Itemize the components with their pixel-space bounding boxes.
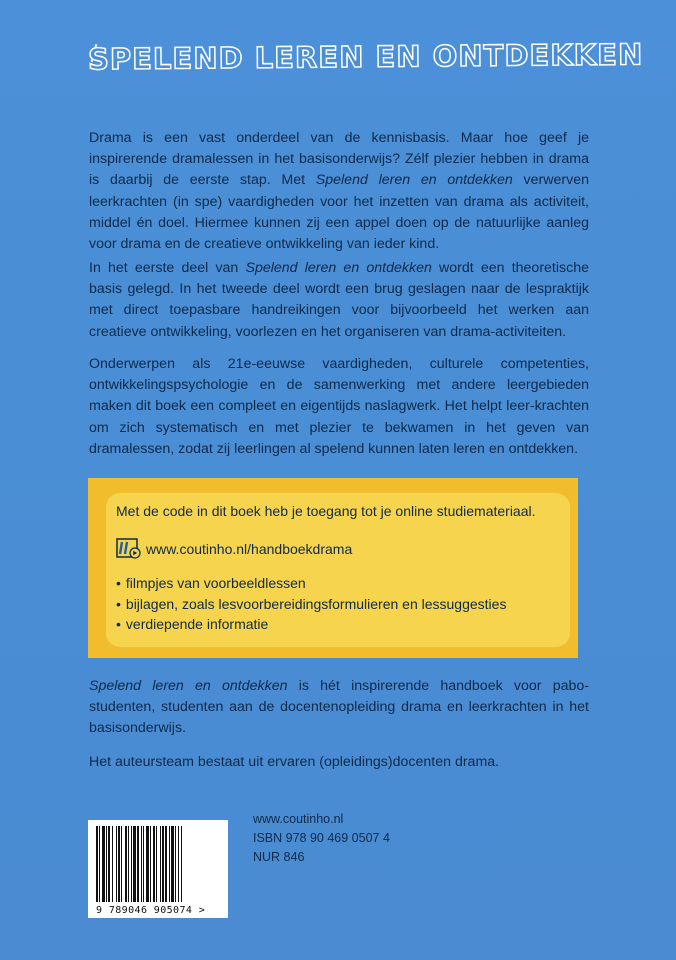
- barcode-bar: [165, 826, 167, 902]
- barcode-bar: [141, 826, 142, 902]
- barcode-bar: [160, 826, 161, 902]
- barcode-bar: [150, 826, 151, 902]
- nur-code: NUR 846: [253, 850, 305, 864]
- barcode-bars: [88, 820, 228, 918]
- intro-italic-title: Spelend leren en ontdekken: [315, 172, 513, 189]
- online-material-intro: Met de code in dit boek heb je toegang tot je online studiemateriaal.: [116, 503, 536, 519]
- paragraph-audience: [89, 676, 589, 740]
- structure-italic-title: Spelend leren en ontdekken: [245, 260, 432, 276]
- barcode-bar: [121, 826, 122, 902]
- barcode-bar: [175, 826, 176, 902]
- audience-italic-title: Spelend leren en ontdekken: [89, 678, 288, 694]
- intro-line-6: natuurlijke aanleg voor drama en de creatieve ontwikkeling van ieder kind.: [89, 214, 589, 253]
- intro-line-1: Drama is een vast onderdeel van de kennisbasis. Maar hoe geef je: [89, 130, 589, 146]
- barcode: [88, 820, 228, 918]
- barcode-bar: [162, 826, 164, 902]
- intro-line-5: als activiteit, middel én doel. Hiermee kunnen zij een appel doen op de: [89, 193, 589, 231]
- intro-line-3: in drama is daarbij de eerste stap. Met: [89, 151, 589, 189]
- publisher-info: [253, 810, 390, 867]
- audience-text: is hét inspirerende handboek voor pabo-studenten, studenten aan de docentenopleiding drama en leerkrachten in het basisonderwijs.: [89, 678, 589, 737]
- online-material-list: [116, 573, 506, 635]
- list-item: • filmpjes van voorbeeldlessen: [116, 573, 506, 594]
- barcode-bar: [146, 826, 149, 902]
- barcode-bar: [99, 826, 100, 902]
- barcode-bar: [156, 826, 157, 902]
- barcode-bar: [137, 826, 139, 902]
- barcode-bar: [171, 826, 174, 902]
- list-item: • verdiepende informatie: [116, 614, 506, 635]
- barcode-bar: [106, 826, 107, 902]
- barcode-bar: [118, 826, 120, 902]
- paragraph-intro: [89, 128, 589, 255]
- paragraph-structure: [89, 258, 589, 343]
- publisher-website[interactable]: www.coutinho.nl: [253, 812, 344, 826]
- isbn-number: ISBN 978 90 469 0507 4: [253, 831, 390, 845]
- barcode-bar: [102, 826, 105, 902]
- barcode-bar: [131, 826, 132, 902]
- barcode-bar: [125, 826, 127, 902]
- intro-line-2: inspirerende dramalessen in het basisonderwijs? Zélf plezier hebben: [89, 151, 528, 168]
- barcode-bar: [112, 826, 113, 902]
- barcode-bar: [178, 826, 179, 902]
- barcode-bar: [169, 826, 170, 902]
- paragraph-topics: Onderwerpen als 21e-eeuwse vaardigheden, culturele competenties, ontwikkelingspsychologie en de samenwerking met andere leergebieden maken dit boek een compleet en eigentijds naslagwerk. Het helpt leer-krachten om zich systematisch en met plezier te bekwamen in het geven van dramalessen, zodat zij leerlingen al spelend kunnen laten leren en ontdekken.: [89, 356, 589, 457]
- barcode-bar: [96, 826, 98, 902]
- structure-text-after: wordt een theoretische basis gelegd. In het tweede deel wordt een brug geslagen naar de lespraktijk met direct toepasbare handreikingen voor bijvoorbeeld het werken aan creatieve ontwikkeling, voorlezen en het organiseren van drama-activiteiten.: [89, 260, 589, 340]
- structure-text-before: In het eerste deel van: [89, 260, 246, 276]
- paragraph-authors: Het auteursteam bestaat uit ervaren (opleidings)docenten drama.: [89, 754, 500, 770]
- list-item: • bijlagen, zoals lesvoorbereidingsformulieren en lessuggesties: [116, 594, 506, 615]
- online-material-link-row: [116, 538, 352, 560]
- barcode-bar: [128, 826, 129, 902]
- book-title: SPELEND LEREN EN ONTDEKKEN: [87, 37, 644, 77]
- online-material-url[interactable]: www.coutinho.nl/handboekdrama: [146, 541, 353, 557]
- barcode-bar: [153, 826, 155, 902]
- barcode-bar: [143, 826, 144, 902]
- barcode-digits: 9 789046 905074 >: [96, 905, 206, 916]
- barcode-bar: [133, 826, 136, 902]
- online-link-icon: [116, 538, 142, 560]
- intro-line-4: verwerven leerkrachten (in spe) vaardigheden voor het inzetten van drama: [89, 172, 589, 210]
- barcode-bar: [116, 826, 117, 902]
- barcode-bar: [108, 826, 110, 902]
- barcode-bar: [181, 826, 182, 902]
